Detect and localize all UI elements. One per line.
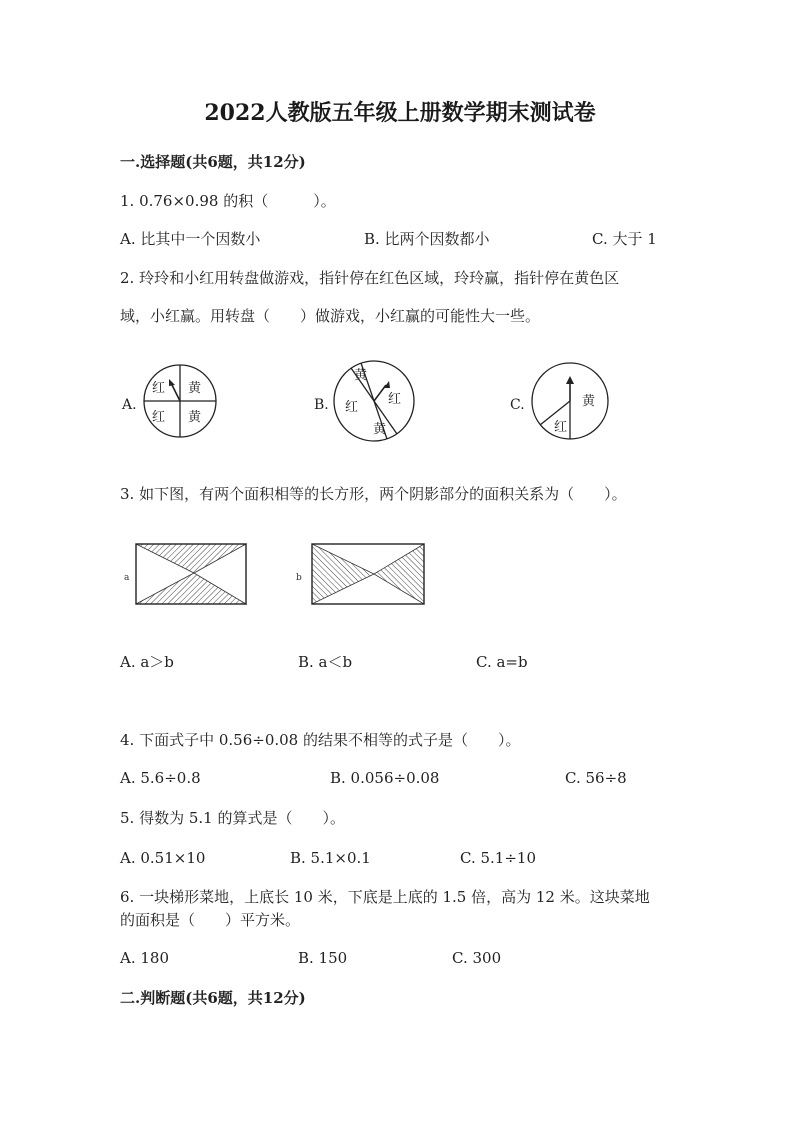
question-5-option-b[interactable]: B. 5.1×0.1 — [290, 849, 371, 867]
page-title: 2022人教版五年级上册数学期末测试卷 — [204, 100, 596, 126]
question-6-stem-line2: 的面积是（ ）平方米。 — [120, 911, 301, 929]
spinner-c-word-2: 红 — [554, 420, 568, 435]
question-5-option-c[interactable]: C. 5.1÷10 — [460, 849, 536, 867]
spinner-b-word-1: 黄 — [354, 368, 368, 383]
question-6-option-b[interactable]: B. 150 — [298, 949, 348, 967]
question-6-option-c[interactable]: C. 300 — [452, 949, 502, 967]
spinner-b-word-4: 黄 — [373, 422, 387, 437]
rectangle-b-label: b — [296, 573, 302, 583]
spinner-b-label: B. — [314, 397, 329, 413]
section-heading-choice: 一.选择题(共6题，共12分) — [120, 153, 306, 171]
spinner-a-word-3: 红 — [152, 410, 166, 425]
rectangle-a-label: a — [124, 573, 130, 583]
spinner-a-word-4: 黄 — [188, 410, 202, 425]
question-5-stem: 5. 得数为 5.1 的算式是（ ）。 — [120, 809, 345, 827]
question-1-option-a[interactable]: A. 比其中一个因数小 — [120, 230, 261, 248]
question-2-stem-line1: 2. 玲玲和小红用转盘做游戏，指针停在红色区域，玲玲赢，指针停在黄色区 — [120, 269, 620, 287]
question-4-option-b[interactable]: B. 0.056÷0.08 — [330, 769, 440, 787]
rectangle-a-shaded-bottom — [136, 573, 246, 604]
question-3-stem: 3. 如下图，有两个面积相等的长方形，两个阴影部分的面积关系为（ ）。 — [120, 485, 627, 503]
question-6-option-a[interactable]: A. 180 — [120, 949, 169, 967]
spinner-a-pointer — [171, 383, 180, 401]
question-1-option-b[interactable]: B. 比两个因数都小 — [364, 230, 490, 248]
spinner-a-figure[interactable] — [120, 355, 240, 445]
question-4-stem: 4. 下面式子中 0.56÷0.08 的结果不相等的式子是（ ）。 — [120, 731, 521, 749]
rectangle-b-shaded-right — [374, 544, 424, 604]
question-3-option-b[interactable]: B. a＜b — [298, 653, 353, 671]
spinner-c-figure[interactable] — [510, 355, 630, 445]
spinner-c-label: C. — [510, 397, 525, 413]
question-6-stem-line1: 6. 一块梯形菜地，上底长 10 米，下底是上底的 1.5 倍，高为 12 米。这块菜地 — [120, 888, 650, 906]
spinner-b-word-3: 红 — [345, 400, 359, 415]
question-4-option-a[interactable]: A. 5.6÷0.8 — [120, 769, 201, 787]
question-5-option-a[interactable]: A. 0.51×10 — [120, 849, 206, 867]
spinner-c-word-1: 黄 — [582, 394, 596, 409]
question-2-stem-line2: 域，小红赢。用转盘（ ）做游戏，小红赢的可能性大一些。 — [120, 307, 541, 325]
spinner-b-word-2: 红 — [388, 392, 402, 407]
question-1-stem: 1. 0.76×0.98 的积（ ）。 — [120, 192, 336, 210]
spinner-a-word-1: 红 — [152, 381, 166, 396]
question-4-option-c[interactable]: C. 56÷8 — [565, 769, 627, 787]
spinner-a-label: A. — [122, 397, 137, 413]
rectangle-a-shaded-top — [136, 544, 246, 573]
spinner-b-figure[interactable] — [312, 355, 432, 445]
question-3-option-a[interactable]: A. a＞b — [120, 653, 174, 671]
rectangle-b-figure — [292, 538, 442, 618]
rectangle-a-figure — [120, 538, 260, 618]
spinner-b-pointer — [374, 385, 386, 401]
section-heading-judgement: 二.判断题(共6题，共12分) — [120, 989, 306, 1007]
question-3-option-c[interactable]: C. a=b — [476, 653, 528, 671]
question-1-option-c[interactable]: C. 大于 1 — [592, 230, 657, 248]
spinner-a-word-2: 黄 — [188, 381, 202, 396]
rectangle-b-shaded-left — [312, 544, 374, 604]
